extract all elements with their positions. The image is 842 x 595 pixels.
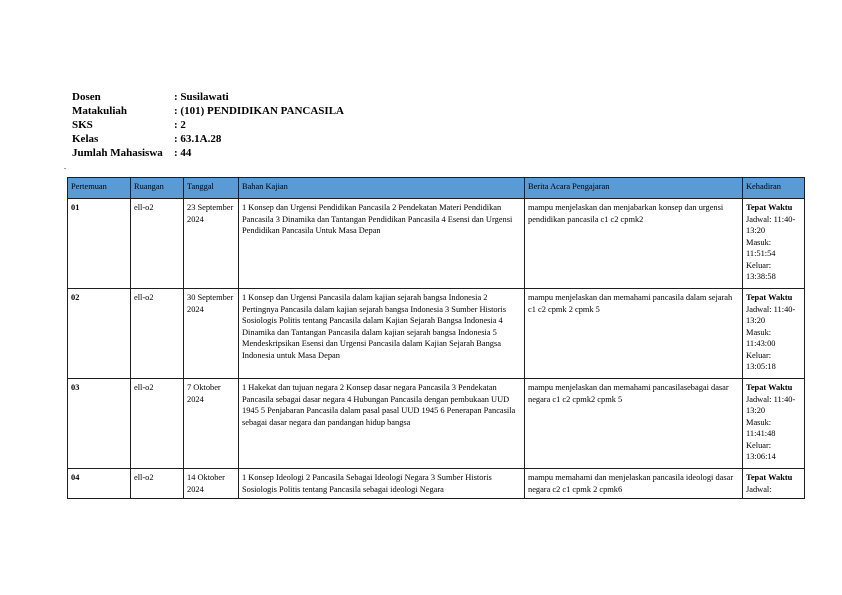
info-value: : 2 (174, 119, 186, 131)
cell-kehadiran (743, 289, 805, 379)
attendance-schedule: Jadwal: (746, 484, 772, 494)
cell-tanggal: 7 Oktober 2024 (184, 379, 239, 469)
cell-ruangan: ell-o2 (131, 289, 184, 379)
info-value: : Susilawati (174, 91, 229, 103)
info-label: SKS (72, 119, 93, 131)
header-ruangan: Ruangan (131, 178, 184, 199)
info-value: : (101) PENDIDIKAN PANCASILA (174, 105, 344, 117)
info-row-kelas (72, 132, 344, 146)
info-value: : 44 (174, 147, 192, 159)
table-row (68, 199, 805, 289)
attendance-in: Masuk: 11:41:48 (746, 417, 776, 438)
header-tanggal: Tanggal (184, 178, 239, 199)
cell-ruangan: ell-o2 (131, 469, 184, 499)
header-kehadiran: Kehadiran (743, 178, 805, 199)
table-header-row (68, 178, 805, 199)
header-pertemuan: Pertemuan (68, 178, 131, 199)
attendance-in: Masuk: 11:43:00 (746, 327, 776, 348)
cell-bahan-kajian: 1 Konsep Ideologi 2 Pancasila Sebagai Ideologi Negara 3 Sumber Historis Sosiologis Politis tentang Pancasila sebagai ideologi Negara (239, 469, 525, 499)
info-label: Jumlah Mahasiswa (72, 147, 163, 159)
attendance-status: Tepat Waktu (746, 473, 793, 482)
attendance-status: Tepat Waktu (746, 383, 793, 392)
attendance-schedule: Jadwal: 11:40-13:20 (746, 214, 796, 235)
cell-berita-acara: mampu memahami dan menjelaskan pancasila ideologi dasar negara c2 c1 cpmk 2 cpmk6 (525, 469, 743, 499)
cell-pertemuan: 03 (68, 379, 131, 469)
cell-ruangan: ell-o2 (131, 379, 184, 469)
cell-tanggal: 14 Oktober 2024 (184, 469, 239, 499)
attendance-status: Tepat Waktu (746, 293, 793, 302)
lecture-log-table (67, 177, 805, 499)
info-row-jumlah-mahasiswa (72, 146, 344, 160)
header-berita-acara: Berita Acara Pengajaran (525, 178, 743, 199)
cell-berita-acara: mampu menjelaskan dan menjabarkan konsep dan urgensi pendidikan pancasila c1 c2 cpmk2 (525, 199, 743, 289)
attendance-status: Tepat Waktu (746, 203, 793, 212)
table-row (68, 469, 805, 499)
attendance-schedule: Jadwal: 11:40-13:20 (746, 394, 796, 415)
info-row-sks (72, 118, 344, 132)
header-bahan-kajian: Bahan Kajian (239, 178, 525, 199)
cell-pertemuan: 04 (68, 469, 131, 499)
cell-bahan-kajian: 1 Konsep dan Urgensi Pendidikan Pancasila 2 Pendekatan Materi Pendidikan Pancasila 3 Dinamika dan Tantangan Pendidikan Pancasila 4 Esensi dan Urgensi Pendidikan Pancasila Untuk Masa Depan (239, 199, 525, 289)
table-row (68, 289, 805, 379)
table-row (68, 379, 805, 469)
cell-tanggal: 30 September 2024 (184, 289, 239, 379)
attendance-in: Masuk: 11:51:54 (746, 237, 776, 258)
info-row-dosen (72, 90, 344, 104)
cell-pertemuan: 01 (68, 199, 131, 289)
cell-berita-acara: mampu menjelaskan dan memahami pancasila dalam sejarah c1 c2 cpmk 2 cpmk 5 (525, 289, 743, 379)
cell-kehadiran (743, 469, 805, 499)
info-value: : 63.1A.28 (174, 133, 222, 145)
cell-bahan-kajian: 1 Hakekat dan tujuan negara 2 Konsep dasar negara Pancasila 3 Pendekatan Pancasila sebagai dasar negara 4 Hubungan Pancasila dengan pembukaan UUD 1945 5 Penjabaran Pancasila dalam pasal pasal UUD 1945 6 Penerapan Pancasila sebagai dasar negara dan pandangan hidup bangsa (239, 379, 525, 469)
cell-bahan-kajian: 1 Konsep dan Urgensi Pancasila dalam kajian sejarah bangsa Indonesia 2 Pertingnya Pancasila dalam kajian sejarah bangsa Indonesia 3 Sumber Historis Sosiologis Politis tentang Pancasila dalam Kajian Sejarah Bangsa Indonesia 4 Dinamika dan Tantangan Pancasila dalam kajian sejarah bangsa Indonesia 5 Mendeskripsikan Esensi dan Urgensi Pancasila dalam Kajian Sejarah Bangsa Indonesia untuk Masa Depan (239, 289, 525, 379)
stray-dot: . (64, 162, 66, 171)
info-row-matakuliah (72, 104, 344, 118)
cell-ruangan: ell-o2 (131, 199, 184, 289)
info-label: Kelas (72, 133, 99, 145)
attendance-out: Keluar: 13:05:18 (746, 350, 776, 371)
attendance-schedule: Jadwal: 11:40-13:20 (746, 304, 796, 325)
info-label: Matakuliah (72, 105, 128, 117)
info-label: Dosen (72, 91, 101, 103)
cell-berita-acara: mampu menjelaskan dan memahami pancasilasebagai dasar negara c1 c2 cpmk2 cpmk 5 (525, 379, 743, 469)
cell-pertemuan: 02 (68, 289, 131, 379)
attendance-out: Keluar: 13:38:58 (746, 260, 776, 281)
cell-tanggal: 23 September 2024 (184, 199, 239, 289)
course-info (72, 90, 344, 160)
cell-kehadiran (743, 199, 805, 289)
attendance-out: Keluar: 13:06:14 (746, 440, 776, 461)
cell-kehadiran (743, 379, 805, 469)
